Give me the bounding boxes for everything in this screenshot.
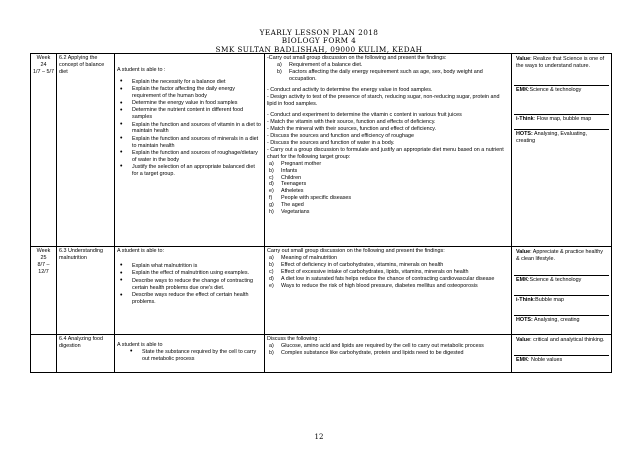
item-marker: c) xyxy=(269,174,274,181)
objectives-cell xyxy=(115,54,265,247)
value-key: Value xyxy=(516,249,531,255)
list-item: • Explain the necessity for a balance diet xyxy=(117,79,262,86)
list-item: • Explain the effect of malnutrition using examples. xyxy=(117,270,262,277)
value-key: EMK xyxy=(516,277,528,283)
week-label: Week 25 xyxy=(36,248,51,261)
week-cell xyxy=(31,247,57,335)
list-item: • State the substance required by the cell to carry out metabolic process xyxy=(127,349,262,363)
list-item xyxy=(267,181,509,188)
item-text: Atheletes xyxy=(281,188,304,195)
list-item xyxy=(267,276,509,283)
activity-text: - Match the mineral with their sources, function and effect of deficiency. xyxy=(267,126,437,133)
table-row xyxy=(31,247,612,335)
list-item xyxy=(267,175,509,182)
list-item xyxy=(275,69,509,83)
value-key: Value xyxy=(516,56,531,62)
value-key: Value xyxy=(516,337,531,343)
plan-title: YEARLY LESSON PLAN 2018 xyxy=(259,28,379,37)
item-marker: f) xyxy=(269,195,273,202)
value-text: :Science & technology xyxy=(527,87,582,93)
list-item: • Determine the nutrient content in different food samples xyxy=(117,107,262,121)
value-text: :Science & technology xyxy=(527,277,582,283)
value-text: : critical and analytical thinking. xyxy=(530,337,605,343)
value-key: HOTS: xyxy=(516,131,533,137)
activity-text: -Carry out small group discussion on the following and present the findings: xyxy=(267,55,447,61)
value-text: : Realize that Science is one of the ways to understand nature. xyxy=(516,56,605,69)
item-text: Factors affecting the daily energy requirement such as age, sex, body weight and occupation. xyxy=(289,68,483,82)
list-item: • Explain the function and sources of minerals in a diet to maintain health xyxy=(117,136,262,150)
activities-cell xyxy=(265,247,512,335)
table-row xyxy=(31,54,612,247)
list-item xyxy=(267,283,509,290)
topic-label: 6.4 Analyzing food digestion xyxy=(59,336,104,349)
value-entry xyxy=(514,55,609,86)
activity-text: - Discuss the sources and function of water in a body. xyxy=(267,139,395,146)
activity-text: Discuss the following : xyxy=(267,336,321,342)
item-text: The aged xyxy=(281,202,304,209)
activity-text: - Discuss the sources and function and efficiency of roughage xyxy=(267,133,415,140)
objectives-intro: A student is able to: xyxy=(117,248,165,254)
values-cell xyxy=(512,335,612,373)
value-text: : Noble values xyxy=(527,357,563,363)
emk-entry xyxy=(514,356,609,365)
item-text: Teenagers xyxy=(281,181,307,188)
value-text: : Flow map, bubble map xyxy=(533,116,592,122)
topic-cell xyxy=(57,54,115,247)
week-label: Week 24 xyxy=(36,55,51,68)
list-item: • Explain the function and sources of roughage/dietary of water in the body xyxy=(117,150,262,164)
value-text: Analysing, Evaluating, creating xyxy=(516,131,588,144)
list-item: • Explain the factor affecting the daily energy requirement of the human body xyxy=(117,86,262,100)
page-number: 12 xyxy=(314,433,324,441)
item-marker: a) xyxy=(269,342,274,349)
week-cell xyxy=(31,54,57,247)
topic-cell xyxy=(57,247,115,335)
item-text: Children xyxy=(281,174,302,181)
list-item xyxy=(267,195,509,202)
value-text: Analysing, creating xyxy=(532,317,580,323)
ithink-entry xyxy=(514,296,609,316)
activity-text: - Conduct and experiment to determine the vitamin c content in various fruit juices xyxy=(267,112,462,119)
item-marker: b) xyxy=(277,68,282,75)
value-key: EMK xyxy=(516,357,528,363)
table-row xyxy=(31,335,612,373)
topic-cell xyxy=(57,335,115,373)
item-marker: d) xyxy=(269,181,274,188)
activity-text: - Match the vitamin with their source, function and effects of deficiency. xyxy=(267,119,436,126)
list-item: • Determine the energy value in food samples xyxy=(117,100,262,107)
activity-text: - Design activity to test of the presence of starch, reducing sugar, non-reducing sugar, protein and lipid in food samples. xyxy=(267,94,500,107)
emk-entry xyxy=(514,86,609,115)
item-text: People with specific diseases xyxy=(281,195,352,202)
list-item: • Explain what malnutrition is xyxy=(117,263,262,270)
value-entry xyxy=(514,336,609,356)
list-item xyxy=(267,209,509,216)
item-text: Pregnant mother xyxy=(281,160,322,167)
item-text: A diet low in saturated fats helps reduce the chance of contracting cardiovascular disease xyxy=(281,275,495,282)
list-item xyxy=(267,350,509,357)
list-item xyxy=(267,269,509,276)
item-text: Complex substance like carbohydrate, protein and lipids need to be digested xyxy=(281,349,464,356)
week-dates: 8/7 – 12/7 xyxy=(37,261,50,275)
list-item xyxy=(267,202,509,209)
activity-text: - Conduct and activity to determine the energy value in food samples. xyxy=(267,87,433,94)
objectives-list xyxy=(117,349,262,363)
value-entry xyxy=(514,248,609,276)
item-marker: g) xyxy=(269,202,274,209)
objectives-cell xyxy=(115,335,265,373)
value-text: : Appreciate & practice healthy & clean lifestyle. xyxy=(516,249,603,262)
objectives-cell xyxy=(115,247,265,335)
hots-entry xyxy=(514,130,609,146)
emk-entry xyxy=(514,276,609,296)
school-title: SMK SULTAN BADLISHAH, 09000 KULIM, KEDAH xyxy=(215,45,423,54)
activities-cell xyxy=(265,335,512,373)
list-item: • Describe ways reduce the effect of certain health problems. xyxy=(117,292,262,306)
objectives-list xyxy=(117,263,262,306)
item-text: Infants xyxy=(281,167,298,174)
item-text: Meaning of malnutrition xyxy=(281,254,338,261)
topic-label: 6.3 Understanding malnutrition xyxy=(59,248,104,261)
objectives-intro: A student is able to : xyxy=(117,67,166,73)
hots-entry xyxy=(514,316,609,325)
activities-cell xyxy=(265,54,512,247)
item-text: Ways to reduce the risk of high blood pressure, diabetes mellitus and osteoporosis xyxy=(281,282,478,289)
item-text: Effect of excessive intake of carbohydrates, lipids, vitamins, minerals on health xyxy=(281,268,469,275)
value-key: i-Think xyxy=(516,297,534,303)
week-cell xyxy=(31,335,57,373)
week-dates: 1/7 – 5/7 xyxy=(33,68,54,75)
item-marker: d) xyxy=(269,275,274,282)
item-marker: b) xyxy=(269,261,274,268)
list-item: • Justify the selection of an appropriate balanced diet for a target group. xyxy=(117,164,262,178)
subject-title: BIOLOGY FORM 4 xyxy=(281,36,357,45)
item-text: Vegetarians xyxy=(281,209,310,216)
item-text: Requirement of a balance diet. xyxy=(289,61,363,68)
list-item xyxy=(267,168,509,175)
item-text: Effect of deficiency in of carbohydrates, vitamins, minerals on health xyxy=(281,261,444,268)
list-item xyxy=(267,255,509,262)
item-marker: a) xyxy=(269,160,274,167)
value-key: EMK xyxy=(516,87,528,93)
ithink-entry xyxy=(514,115,609,130)
target-group-list xyxy=(267,161,509,216)
activity-sublist xyxy=(267,343,509,357)
objectives-list xyxy=(117,79,262,178)
item-marker: b) xyxy=(269,167,274,174)
list-item xyxy=(267,262,509,269)
list-item xyxy=(267,343,509,350)
item-marker: e) xyxy=(269,282,274,289)
values-cell xyxy=(512,247,612,335)
value-text: :Bubble map xyxy=(533,297,564,303)
activity-text: - Carry out a group discussion to formulate and justify an appropriate diet menu based on a nutrient chart for the following target group: xyxy=(267,146,504,160)
list-item: • Describe ways to reduce the change of contracting certain health problems due one's diet. xyxy=(117,278,262,292)
list-item xyxy=(267,188,509,195)
objectives-intro: A student is able to xyxy=(117,342,163,348)
list-item xyxy=(267,161,509,168)
values-cell xyxy=(512,54,612,247)
value-key: HOTS: xyxy=(516,317,533,323)
activity-sublist xyxy=(267,62,509,83)
activity-sublist xyxy=(267,255,509,290)
activity-text: Carry out small group discussion on the following and present the findings: xyxy=(267,248,445,254)
value-key: i-Think xyxy=(516,116,534,122)
list-item: • Explain the function and sources of vitamin in a diet to maintain health xyxy=(117,122,262,136)
list-item xyxy=(275,62,509,69)
item-text: Glucose, amino acid and lipids are required by the cell to carry out metabolic process xyxy=(281,342,484,349)
item-marker: b) xyxy=(269,349,274,356)
item-marker: c) xyxy=(269,268,274,275)
lesson-plan-table xyxy=(30,53,612,373)
item-marker: a) xyxy=(277,61,282,68)
item-marker: h) xyxy=(269,209,274,216)
topic-label: 6.2 Applying the concept of balance diet xyxy=(59,55,105,75)
item-marker: a) xyxy=(269,254,274,261)
item-marker: e) xyxy=(269,188,274,195)
